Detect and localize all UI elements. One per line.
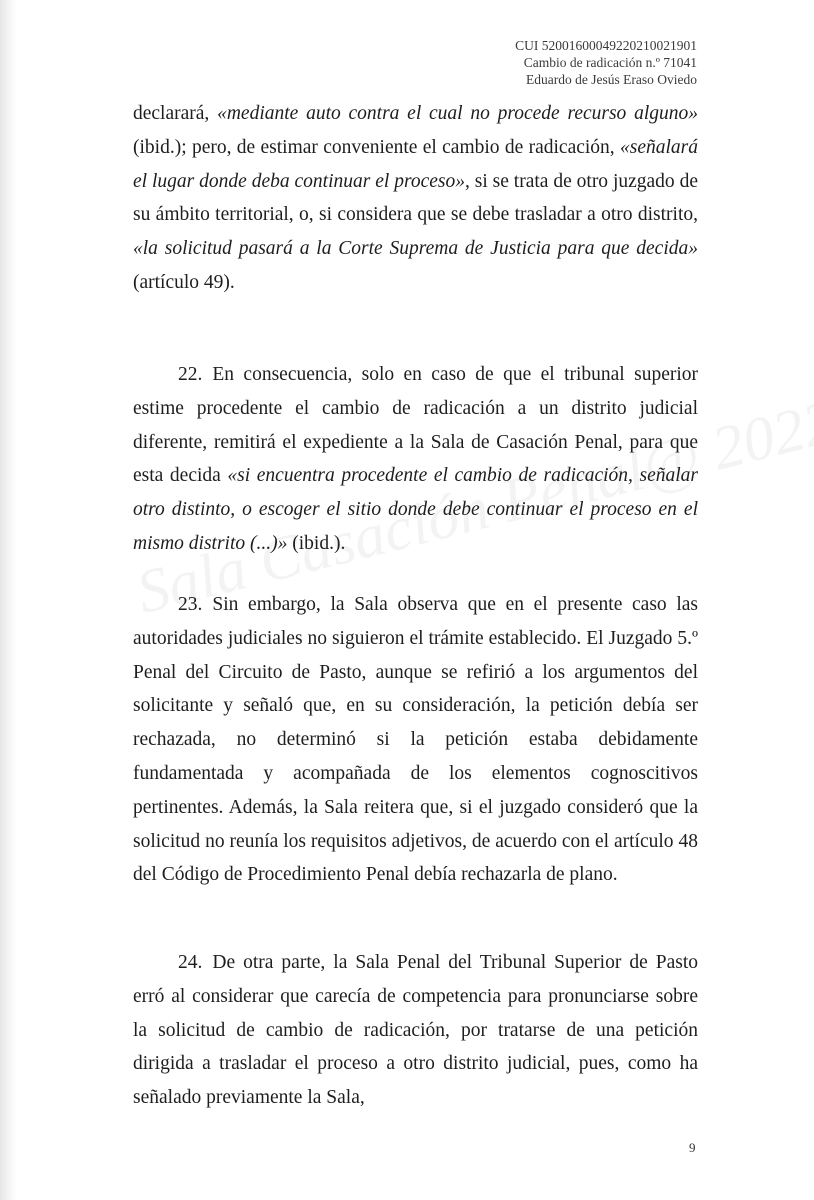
header-cui: CUI 52001600049220210021901 xyxy=(515,38,697,53)
paragraph-24 xyxy=(133,946,698,1115)
header-party-name: Eduardo de Jesús Eraso Oviedo xyxy=(526,72,697,87)
paragraph-22 xyxy=(133,358,698,561)
paragraph-23 xyxy=(133,588,698,892)
intro-text-1: declarará, xyxy=(133,103,218,124)
paragraph-number: 23. xyxy=(178,594,203,615)
intro-quote-1: «mediante auto contra el cual no procede recurso alguno» xyxy=(217,103,698,124)
p23-text: Sin embargo, la Sala observa que en el presente caso las autoridades judiciales no siguieron el trámite establecido. El Juzgado 5.º Penal del Circuito de Pasto, aunque se refirió a los argumentos del solicitante y señaló que, en su consideración, la petición debía ser rechazada, no determinó si la petición estaba debidamente fundamentada y acompañada de los elementos cognoscitivos pertinentes. Además, la Sala reitera que, si el juzgado consideró que la solicitud no reunía los requisitos adjetivos, de acuerdo con el artículo 48 del Código de Procedimiento Penal debía rechazarla de plano. xyxy=(133,594,698,886)
p22-text-2: (ibid.). xyxy=(287,532,346,554)
page-edge-shadow xyxy=(0,0,16,1200)
p24-text: De otra parte, la Sala Penal del Tribunal Superior de Pasto erró al considerar que carecía de competencia para pronunciarse sobre la solicitud de cambio de radicación, por tratarse de una petición dirigida a trasladar el proceso a otro distrito judicial, pues, como ha señalado previamente la Sala, xyxy=(133,952,698,1109)
paragraph-number: 24. xyxy=(178,952,203,973)
intro-text-2: (ibid.); pero, de estimar conveniente el cambio de radicación, xyxy=(133,136,620,158)
paragraph-number: 22. xyxy=(178,364,203,385)
paragraph-intro xyxy=(133,97,698,300)
p22-quote: «si encuentra procedente el cambio de radicación, señalar otro distinto, o escoger el sitio donde debe continuar el proceso en el mismo distrito (...)» xyxy=(133,465,698,554)
page-header xyxy=(515,37,697,88)
page-number: 9 xyxy=(689,1140,696,1155)
intro-quote-3: «la solicitud pasará a la Corte Suprema de Justicia para que decida» xyxy=(133,238,698,260)
intro-text-4: (artículo 49). xyxy=(133,271,235,293)
intro-quote-2: «señalará el lugar donde deba continuar el proceso» xyxy=(133,136,698,192)
intro-text-3: , si se trata de otro juzgado de su ámbito territorial, o, si considera que se debe trasladar a otro distrito, xyxy=(133,170,698,226)
p22-text-1: En consecuencia, solo en caso de que el tribunal superior estime procedente el cambio de radicación a un distrito judicial diferente, remitirá el expediente a la Sala de Casación Penal, para que esta decida xyxy=(133,364,698,487)
header-case-number: Cambio de radicación n.º 71041 xyxy=(523,55,697,70)
